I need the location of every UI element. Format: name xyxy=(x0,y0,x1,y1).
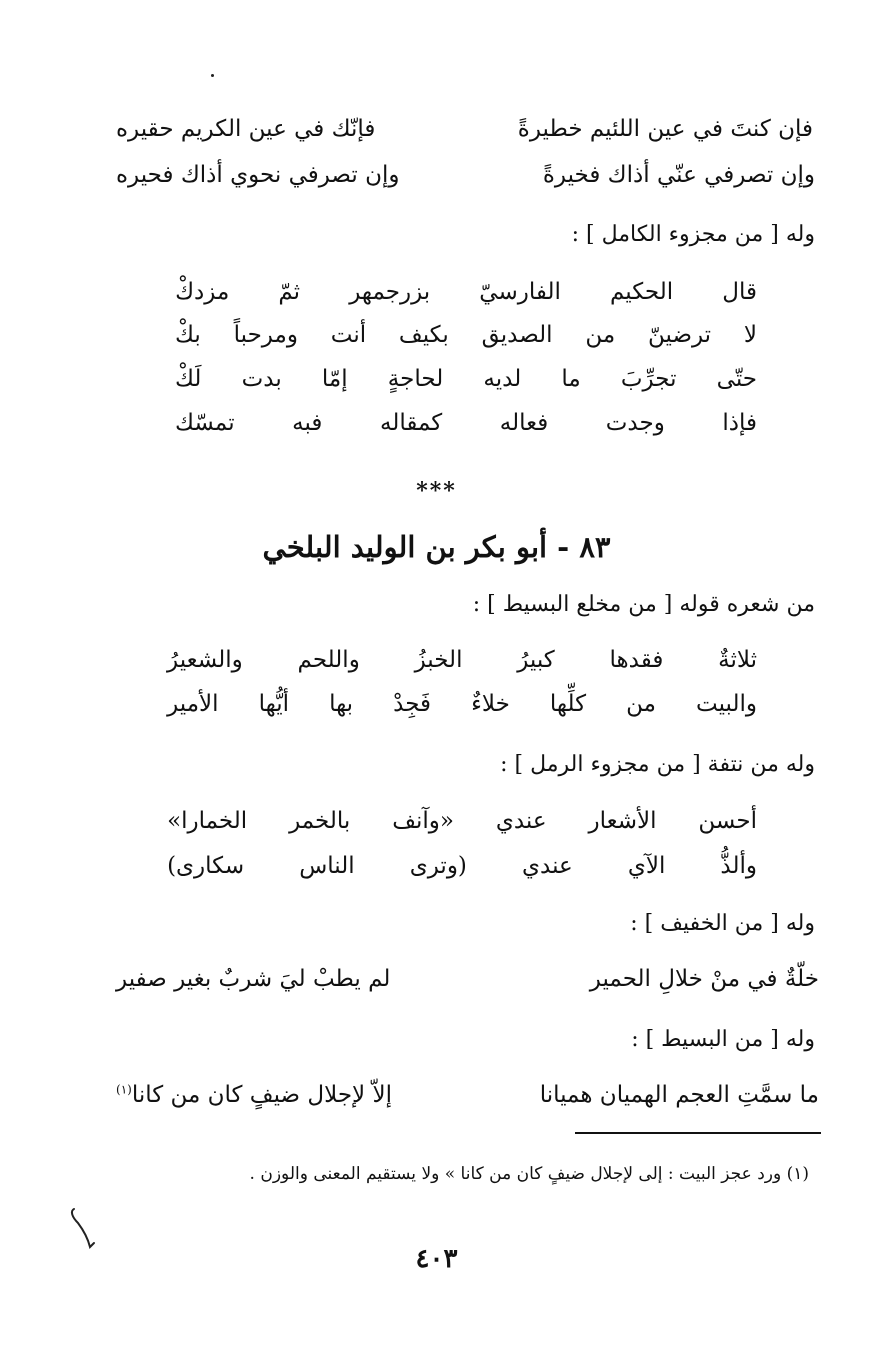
footnote: (١) ورد عجز البيت : إلى لإجلال ضيفٍ كان من كانا » ولا يستقيم المعنى والوزن . xyxy=(249,1164,809,1184)
footnote-rule xyxy=(575,1132,821,1134)
poem-1-line-1 xyxy=(175,279,757,305)
poem-word: قال xyxy=(722,279,757,305)
poem-word: وجدت xyxy=(605,410,665,436)
poem-word: الخمارا» xyxy=(167,808,248,834)
poem-word: كلِّها xyxy=(549,691,587,717)
poem-word: لَكْ xyxy=(175,366,202,392)
poem-word: سكارى) xyxy=(167,853,245,879)
poem-word: الأشعار xyxy=(588,808,657,834)
poem-word: لحاجةٍ xyxy=(387,366,444,392)
poem-word: والشعيرُ xyxy=(167,647,243,673)
poem-word: تمسّك xyxy=(175,410,235,436)
poem-word: الفارسيّ xyxy=(479,279,561,305)
verse-1-first-hemistich: فإن كنتَ في عين اللئيم خطيرةً xyxy=(517,116,813,142)
meter-heading: وله [ من مجزوء الكامل ] : xyxy=(571,222,815,247)
poem-word: بالخمر xyxy=(289,808,351,834)
meter-heading: من شعره قوله [ من مخلع البسيط ] : xyxy=(472,592,815,617)
verse-4-second-hemistich: لم يطبْ ليَ شربٌ بغير صفير xyxy=(116,966,391,992)
poem-word: عندي xyxy=(522,853,573,879)
poem-word: فإذا xyxy=(722,410,757,436)
poem-word: من xyxy=(626,691,656,717)
poem-word: (وترى xyxy=(409,853,467,879)
page-number: ٤٠٣ xyxy=(415,1244,458,1274)
poem-word: بزرجمهر xyxy=(349,279,431,305)
ink-speck xyxy=(211,74,214,77)
verse-4-first-hemistich: خلّةٌ في منْ خلالِ الحمير xyxy=(589,966,819,992)
poem-word: ثمّ xyxy=(278,279,301,305)
poem-1-line-3 xyxy=(175,366,757,392)
poem-word: لا xyxy=(743,322,757,348)
poem-3-line-1 xyxy=(167,808,757,834)
poem-1-line-4 xyxy=(175,410,757,436)
poem-word: ثلاثةٌ xyxy=(718,647,757,673)
poem-word: كبيرُ xyxy=(517,647,555,673)
verse-5-text: إلاّ لإجلال ضيفٍ كان من كانا xyxy=(131,1082,392,1108)
poem-word: أنت xyxy=(330,322,367,348)
poem-word: لديه xyxy=(483,366,522,392)
poem-word: والبيت xyxy=(696,691,757,717)
poem-word: حتّى xyxy=(716,366,757,392)
section-separator: *** xyxy=(416,478,457,504)
poem-2-line-2 xyxy=(167,691,757,717)
poem-word: ترضينّ xyxy=(648,322,712,348)
poem-word: إمّا xyxy=(321,366,348,392)
poem-word: أحسن xyxy=(698,808,757,834)
poem-word: الخبزُ xyxy=(414,647,463,673)
meter-heading: وله [ من الخفيف ] : xyxy=(630,911,815,936)
meter-heading: وله [ من البسيط ] : xyxy=(631,1027,815,1052)
verse-1-second-hemistich: فإنّك في عين الكريم حقيره xyxy=(116,116,376,142)
poem-word: الناس xyxy=(299,853,355,879)
verse-2-first-hemistich: وإن تصرفي عنّي أذاك فخيرةً xyxy=(542,162,815,188)
verse-2-second-hemistich: وإن تصرفي نحوي أذاك فحيره xyxy=(116,162,400,188)
poem-word: فبه xyxy=(292,410,323,436)
poem-word: فعاله xyxy=(499,410,549,436)
poem-3-line-2 xyxy=(167,853,757,879)
verse-5-first-hemistich: ما سمَّتِ العجم الهميان هميانا xyxy=(539,1082,819,1108)
poem-word: بها xyxy=(329,691,354,717)
poem-word: كمقاله xyxy=(379,410,443,436)
poem-word: عندي xyxy=(495,808,547,834)
poem-word: الأمير xyxy=(167,691,219,717)
poem-word: واللحم xyxy=(297,647,360,673)
poem-word: أيُّها xyxy=(258,691,290,717)
poem-word: وألذُّ xyxy=(720,853,757,879)
poem-word: فقدها xyxy=(609,647,664,673)
footnote-reference: (١) xyxy=(116,1082,132,1097)
poem-word: بكْ xyxy=(175,322,201,348)
poem-word: من xyxy=(585,322,616,348)
poem-word: «وآنف xyxy=(392,808,454,834)
poem-word: ومرحباً xyxy=(233,322,298,348)
meter-heading: وله من نتفة [ من مجزوء الرمل ] : xyxy=(500,752,815,777)
poem-word: الصديق xyxy=(481,322,553,348)
poem-word: بكيف xyxy=(398,322,449,348)
poem-word: الحكيم xyxy=(609,279,674,305)
poem-word: فَجِدْ xyxy=(393,691,432,717)
section-title: ٨٣ - أبو بكر بن الوليد البلخي xyxy=(262,530,611,564)
verse-5-second-hemistich xyxy=(116,1082,392,1108)
poem-2-line-1 xyxy=(167,647,757,673)
poem-word: تجرِّبَ xyxy=(620,366,677,392)
poem-word: بدت xyxy=(241,366,282,392)
poem-word: الآي xyxy=(627,853,666,879)
poem-word: خلاءٌ xyxy=(471,691,510,717)
poem-1-line-2 xyxy=(175,322,757,348)
poem-word: مزدكْ xyxy=(175,279,230,305)
poem-word: ما xyxy=(561,366,581,392)
